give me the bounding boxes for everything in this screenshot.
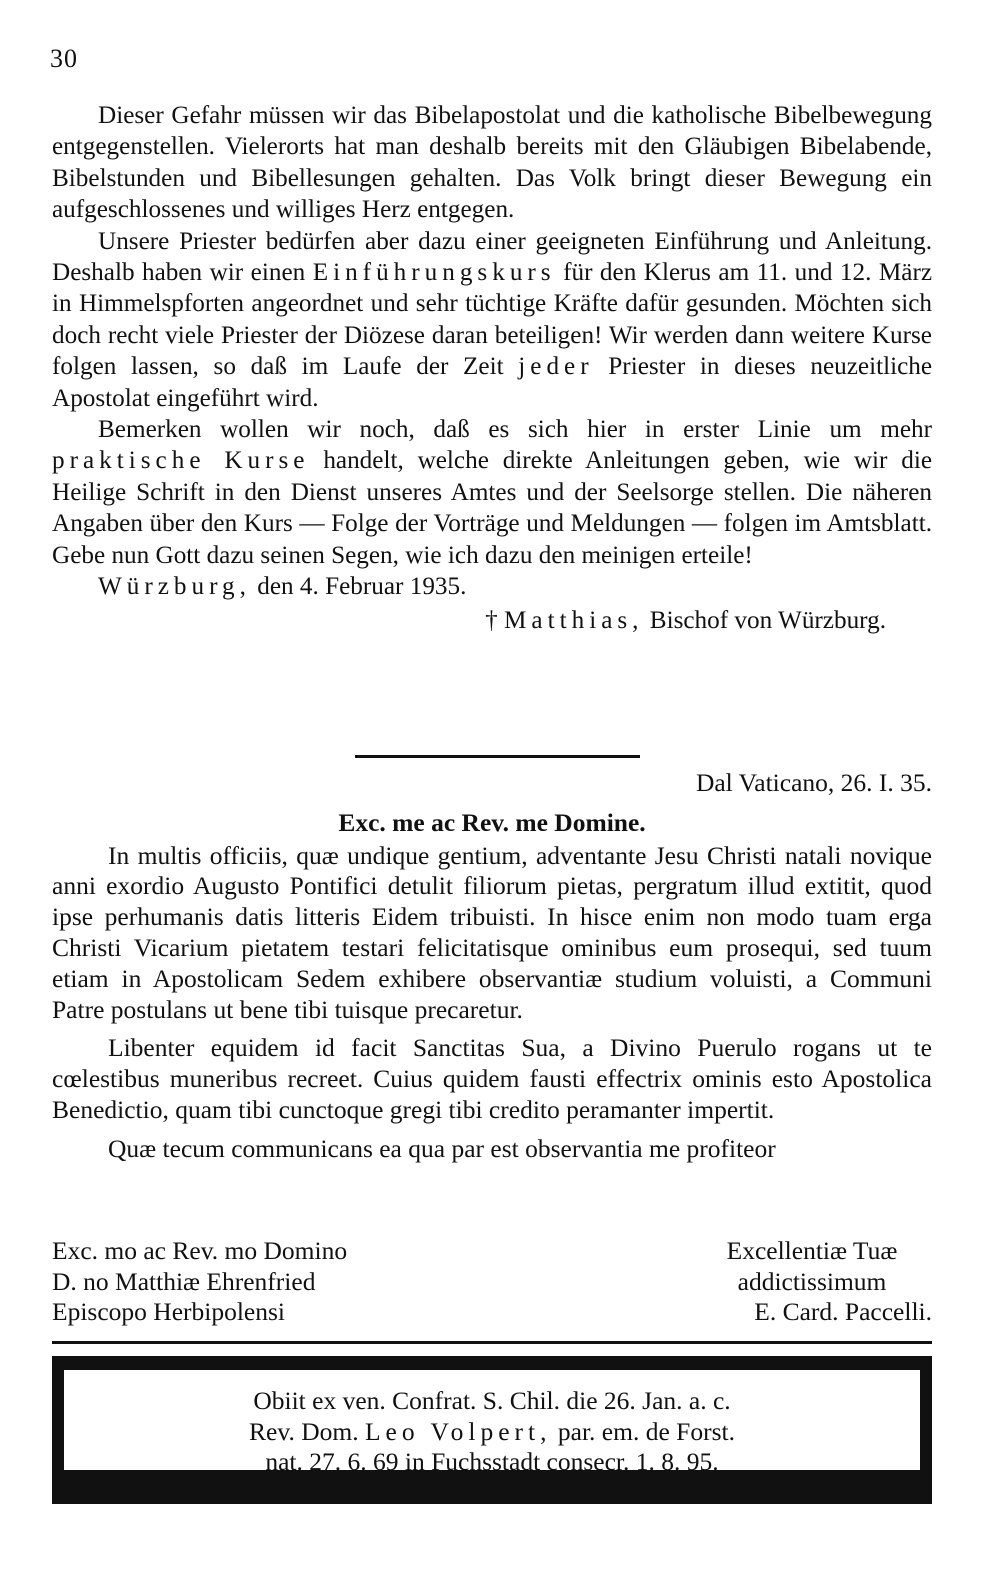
latin-paragraph-2: Libenter equidem id facit Sanctitas Sua, a Divino Puerulo rogans ut te cœlestibus muneribus recreet. Cuius quidem fausti effectrix ominis esto Apostolica Benedictio, quam tibi cunctoque gregi tibi credito peramanter impertit. — [52, 1033, 932, 1124]
signature-name: Matthias, — [504, 606, 644, 634]
obituary-parish: par. em. de Forst. — [557, 1416, 735, 1446]
german-paragraph-3-part-a: Bemerken wollen wir noch, daß es sich hier in erster Linie um mehr — [98, 416, 932, 444]
vatican-dateline: Dal Vaticano, 26. I. 35. — [695, 768, 932, 797]
latin-paragraph-1: In multis officiis, quæ undique gentium, adventante Jesu Christi natali novique anni exordio Augusto Pontifici detulit filiorum pietas, pergratum illud extitit, quod ipse perhumanis datis litteris Eidem tribuisti. In hisce enim non modo tuam erga Christi Vicarium pietatem testari felicitatisque ominibus eum prosequi, sed tuum etiam in Apostolicam Sedem exhibere observantiæ studium voluisti, a Communi Patre postulans ut bene tibi tuisque precaretur. — [52, 840, 932, 1024]
german-paragraph-3 — [52, 414, 932, 571]
addressee-line: Episcopo Herbipolensi — [52, 1297, 285, 1326]
closing-row — [52, 1236, 932, 1267]
german-paragraph-2-part-c: Priester in dieses neuzeitliche Apostolat eingeführt wird. — [52, 353, 933, 412]
obituary-line-1: Obiit ex ven. Confrat. S. Chil. die 26. Jan. a. c. — [253, 1386, 731, 1415]
closing-row — [52, 1297, 932, 1328]
obituary-divider — [52, 1341, 932, 1344]
german-paragraph-3-part-b: handelt, welche direkte Anleitungen geben, wie wir die Heilige Schrift in den Dienst unseres Amtes und der Seelsorge stellen. Die näheren Angaben über den Kurs — Folge der Vorträge und Meldungen — folgen im Amtsblatt. Gebe nun Gott dazu seinen Segen, wie ich dazu den meinigen erteile! — [52, 447, 933, 569]
obituary-text — [64, 1370, 920, 1476]
addressee-line: Exc. mo ac Rev. mo Domino — [52, 1236, 348, 1265]
pastoral-letter-german — [52, 100, 932, 636]
signature-title: Bischof von Würzburg. — [649, 606, 886, 634]
cardinal-signature: E. Card. Paccelli. — [754, 1297, 932, 1326]
german-paragraph-2-part-a: Unsere Priester bedürfen aber dazu einer geeigneten Einführung und Anleitung. Deshalb haben wir einen — [52, 227, 932, 287]
emphasis-jeder: jeder — [518, 353, 594, 381]
closing-row — [52, 1267, 932, 1298]
german-paragraph-2 — [52, 226, 932, 414]
closing-formula-line: Excellentiæ Tuæ — [726, 1236, 898, 1265]
german-paragraph-1: Dieser Gefahr müssen wir das Bibelapostolat und die katholische Bibelbewegung entgegenstellen. Vielerorts hat man deshalb bereits mit den Gläubigen Bibelabende, Bibelstunden und Bibellesungen gehalten. Das Volk bringt dieser Bewegung ein aufgeschlossenes und williges Herz entgegen. — [52, 102, 932, 224]
obituary-line-2 — [64, 1417, 920, 1448]
vatican-letter-latin — [52, 768, 932, 1165]
cross-symbol: † — [485, 606, 498, 634]
obituary-line-3: nat. 27. 6. 69 in Fuchsstadt consecr. 1. 8. 95. — [265, 1447, 719, 1476]
latin-paragraph-3: Quæ tecum communicans ea qua par est observantia me profiteor — [108, 1133, 776, 1163]
bishop-signature — [52, 605, 932, 636]
closing-formula-line: addictissimum — [737, 1266, 887, 1296]
obituary-box — [52, 1356, 932, 1504]
obituary-title: Rev. Dom. — [249, 1416, 359, 1446]
german-paragraph-2-part-b: für den Klerus am 11. und 12. März in Himmelspforten angeordnet und sehr tüchtige Kräfte dafür gesunden. Möchten sich doch recht viele Priester der Diözese daran beteiligen! Wir werden dann weitere Kurse folgen lassen, so daß im Laufe der Zeit — [52, 259, 933, 381]
place-date-line — [52, 571, 932, 602]
emphasis-einfuehrungskurs: Einführungskurs — [312, 259, 556, 287]
addressee-line: D. no Matthiæ Ehrenfried — [52, 1266, 316, 1296]
deceased-name: Leo Volpert, — [364, 1416, 552, 1446]
section-divider — [355, 755, 640, 758]
place-name: Würzburg, — [98, 573, 251, 601]
letter-closing — [52, 1236, 932, 1328]
page-number: 30 — [50, 44, 78, 73]
letter-date: den 4. Februar 1935. — [257, 573, 467, 601]
emphasis-praktische-kurse: praktische Kurse — [52, 447, 310, 475]
latin-salutation: Exc. me ac Rev. me Domine. — [338, 807, 646, 837]
